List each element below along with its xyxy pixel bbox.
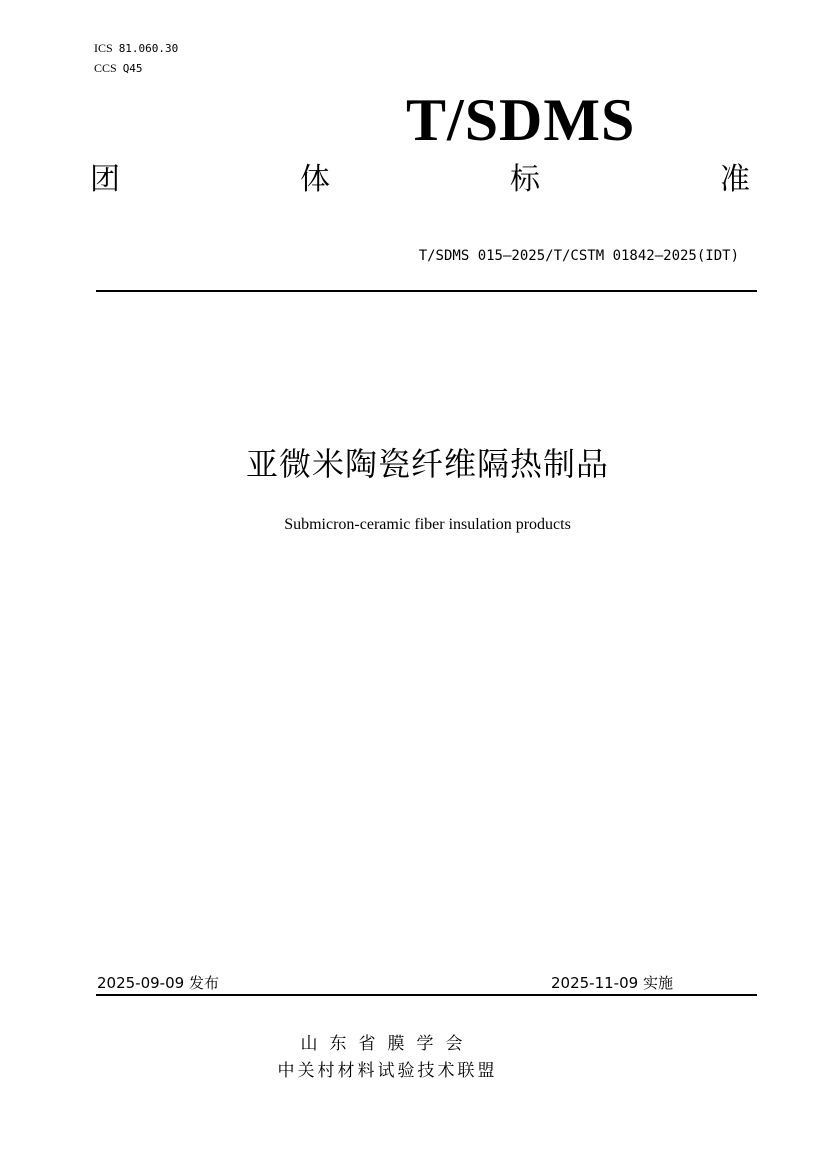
title-english: Submicron-ceramic fiber insulation products [284,516,571,533]
standard-number: T/SDMS 015—2025/T/CSTM 01842—2025(IDT) [418,248,739,264]
ccs-value: Q45 [122,62,143,75]
standard-type-char: 团 [90,162,120,197]
implement-date: 2025-11-09 实施 [551,974,673,992]
publish-date: 2025-09-09 发布 [97,974,219,992]
footer-divider [96,994,757,996]
standard-type-char: 标 [510,162,540,197]
title-chinese: 亚微米陶瓷纤维隔热制品 [245,445,609,483]
standard-logo: T/SDMS [406,87,636,153]
ccs-label: CCS [94,61,117,75]
standard-type-heading [90,158,750,202]
ccs-code [94,61,143,76]
issuer-shandong-membrane-society: 山东省膜学会 [300,1034,475,1054]
standard-type-char: 体 [300,162,330,197]
header-divider [96,290,757,292]
ics-code [94,41,178,56]
issuer-zhongguancun-alliance: 中关村材料试验技术联盟 [277,1061,498,1081]
ics-label: ICS [94,41,113,55]
ics-value: 81.060.30 [118,42,179,55]
standard-type-char: 准 [720,162,750,197]
